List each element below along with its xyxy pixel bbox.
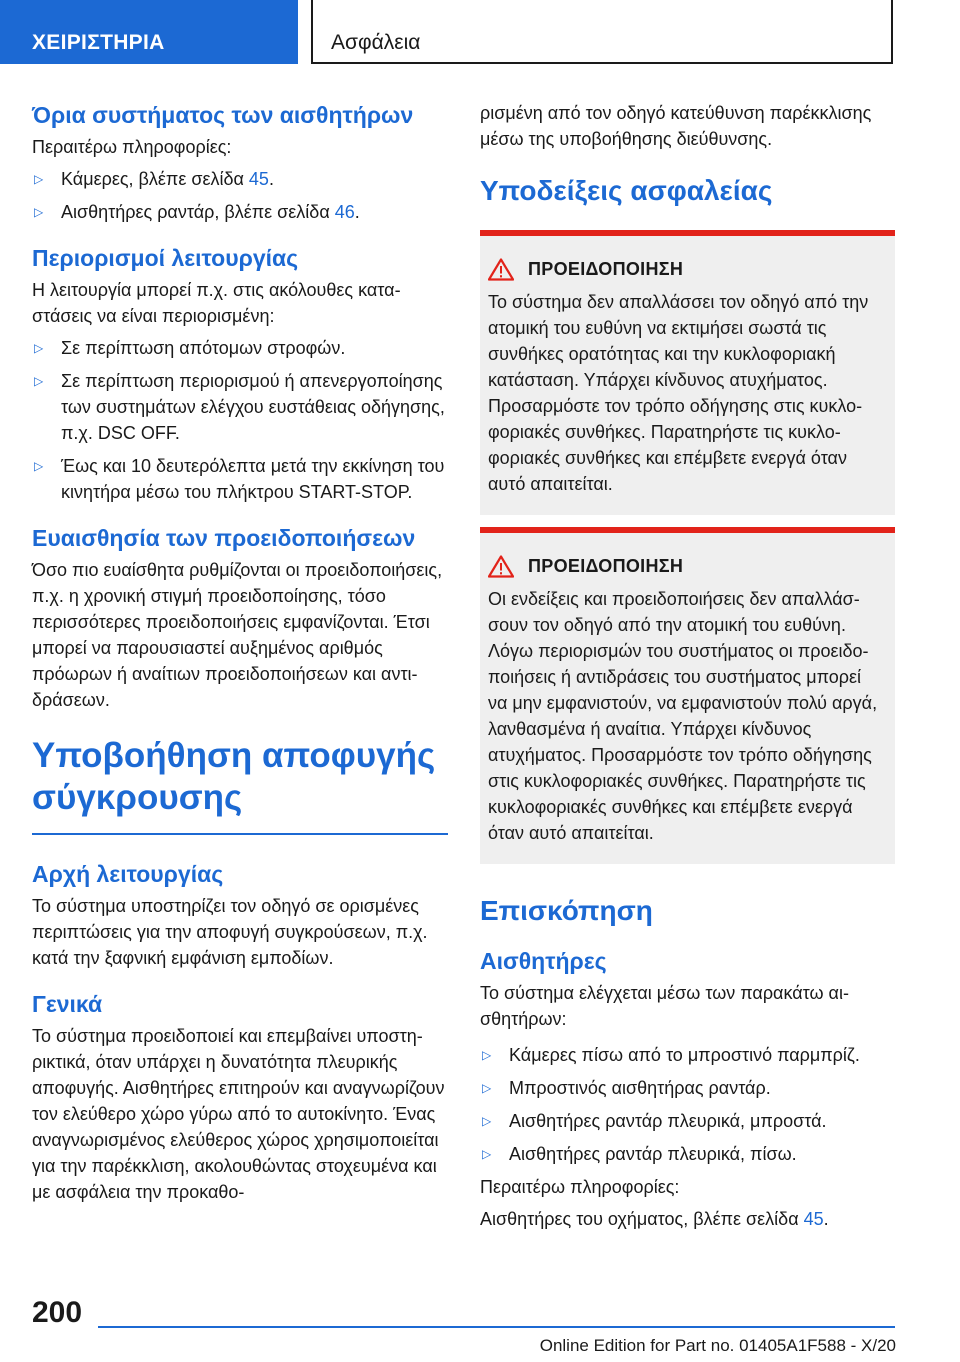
vehicle-sensors-reference: Αισθητήρες του οχήματος, βλέπε σελίδα 45. <box>480 1209 829 1229</box>
page-link[interactable]: 46 <box>334 202 355 222</box>
warning-triangle-icon <box>488 555 514 578</box>
sensitivity-text: Όσο πιο ευαίσθητα ρυθμίζονται οι προειδοποιήσεις, π.χ. η χρονική στιγμή προειδοποίησης, τόσο περισσότερες προειδοποιήσεις εμφανίζονται. Έτσι μπορεί να παρουσιαστεί αυξημένος αριθμός πρόωρων ή αναίτιων προειδοποιήσεων και αντιδράσεων. <box>32 560 443 710</box>
list-item: ▷ Μπροστινός αισθητήρας ραντάρ. <box>480 1075 895 1101</box>
header-section-tab <box>0 0 298 64</box>
restrictions-heading: Περιορισμοί λειτουργίας <box>32 245 299 271</box>
list-item: ▷ Έως και 10 δευτερόλεπτα μετά την εκκίνηση του κινητήρα μέσω του πλήκτρου START-STOP. <box>32 453 448 505</box>
page-link[interactable]: 45 <box>248 169 269 189</box>
list-item: ▷ Κάμερες, βλέπε σελίδα 45. <box>32 166 448 192</box>
sensors-intro: Το σύστημα ελέγχεται μέσω των παρακάτω αισθητήρων: <box>480 983 849 1029</box>
more-info-label: Περαιτέρω πληροφορίες: <box>480 1177 680 1197</box>
principle-heading: Αρχή λειτουργίας <box>32 861 224 887</box>
sensors-heading: Αισθητήρες <box>480 948 607 974</box>
page-number: 200 <box>32 1296 83 1329</box>
footer-rule <box>98 1326 895 1328</box>
triangle-right-icon: ▷ <box>34 341 44 355</box>
restrictions-intro: Η λειτουργία μπορεί π.χ. στις ακόλουθες καταστάσεις να είναι περιορισμένη: <box>32 280 401 326</box>
left-column <box>32 100 448 1211</box>
main-section-title: Υποβοήθηση αποφυγής σύγκρουσης <box>32 736 436 817</box>
list-item: ▷ Αισθητήρες ραντάρ πλευρικά, μπροστά. <box>480 1108 895 1134</box>
page-link[interactable]: 45 <box>803 1209 824 1229</box>
header-chapter-label: Ασφάλεια <box>331 31 421 54</box>
triangle-right-icon: ▷ <box>482 1147 492 1161</box>
triangle-right-icon: ▷ <box>34 374 44 388</box>
sensitivity-heading: Ευαισθησία των προειδοποιήσεων <box>32 525 416 551</box>
overview-heading: Επισκόπηση <box>480 895 653 926</box>
general-text: Το σύστημα προειδοποιεί και επεμβαίνει υποστηρικτικά, όταν υπάρχει η δυνατότητα πλευρικής αποφυγής. Αισθητήρες επιτηρούν και αναγνωρίζουν τον ελεύθερο χώρο γύρω από το αυτοκίνητο. Ένας αναγνωρισμένος ελεύθερος χώρος χρησιμοποιείται για την παρέκκλιση, ακολουθώντας στοχευμένα και με ασφάλεια την προκαθο- <box>32 1026 445 1202</box>
footer-edition: Online Edition for Part no. 01405A1F588 - X/20 <box>539 1336 896 1355</box>
header-chapter-box <box>311 0 893 64</box>
right-column <box>480 100 895 1238</box>
triangle-right-icon: ▷ <box>482 1081 492 1095</box>
safety-heading: Υποδείξεις ασφαλείας <box>480 175 773 206</box>
general-heading: Γενικά <box>32 991 103 1017</box>
header-section-label: ΧΕΙΡΙΣΤΗΡΙΑ <box>32 31 165 54</box>
triangle-right-icon: ▷ <box>34 172 44 186</box>
limits-heading: Όρια συστήματος των αισθητήρων <box>32 102 414 128</box>
limits-more: Περαιτέρω πληροφορίες: <box>32 137 232 157</box>
triangle-right-icon: ▷ <box>482 1048 492 1062</box>
list-item: ▷ Σε περίπτωση απότομων στροφών. <box>32 335 448 361</box>
triangle-right-icon: ▷ <box>482 1114 492 1128</box>
triangle-right-icon: ▷ <box>34 459 44 473</box>
warning-box <box>480 527 895 864</box>
triangle-right-icon: ▷ <box>34 205 44 219</box>
warning-title: ΠΡΟΕΙΔΟΠΟΙΗΣΗ <box>528 259 684 279</box>
warning-box <box>480 230 895 515</box>
list-item: ▷ Κάμερες πίσω από το μπροστινό παρμπρίζ. <box>480 1042 895 1068</box>
principle-text: Το σύστημα υποστηρίζει τον οδηγό σε ορισμένες περιπτώσεις για την αποφυγή συγκρούσεων, π.χ. κατά την ξαφνική εμφάνιση εμποδίων. <box>32 896 428 968</box>
list-item: ▷ Σε περίπτωση περιορισμού ή απενεργοποίησης των συστημάτων ελέγχου ευστάθειας οδήγησης, π.χ. DSC OFF. <box>32 368 448 446</box>
warning-triangle-icon <box>488 258 514 281</box>
warning-title: ΠΡΟΕΙΔΟΠΟΙΗΣΗ <box>528 556 684 576</box>
list-item: ▷ Αισθητήρες ραντάρ, βλέπε σελίδα 46. <box>32 199 448 225</box>
warning-text: Το σύστημα δεν απαλλάσσει τον οδηγό από την ατομική του ευθύνη να εκτιμήσει σωστά τις συνθήκες ορατότητας και την κυκλοφοριακή κατάσταση. Υπάρχει κίνδυνος ατυχήματος. Προσαρμόστε τον τρόπο οδήγησης στις κυκλοφοριακές συνθήκες. Παρατηρήστε τις κυκλοφοριακές συνθήκες και επέμβετε ενεργά όταν αυτό απαιτείται. <box>488 292 869 494</box>
list-item: ▷ Αισθητήρες ραντάρ πλευρικά, πίσω. <box>480 1141 895 1167</box>
section-divider <box>32 833 448 835</box>
warning-text: Οι ενδείξεις και προειδοποιήσεις δεν απαλλάσσουν τον οδηγό από την ατομική του ευθύνη. Λόγω περιορισμών του συστήματος οι προειδοποιήσεις ή αντιδράσεις του συστήματος μπορεί να μην εμφανιστούν, να εμφανιστούν πολύ αργά, λανθασμένα ή αναίτια. Υπάρχει κίνδυνος ατυχήματος. Προσαρμόστε τον τρόπο οδήγησης στις κυκλοφοριακές συνθήκες. Παρατηρήστε τις κυκλοφοριακές συνθήκες και επέμβετε ενεργά όταν αυτό απαιτείται. <box>488 589 878 843</box>
continued-text: ρισμένη από τον οδηγό κατεύθυνση παρέκκλισης μέσω της υποβοήθησης διεύθυνσης. <box>480 103 872 149</box>
